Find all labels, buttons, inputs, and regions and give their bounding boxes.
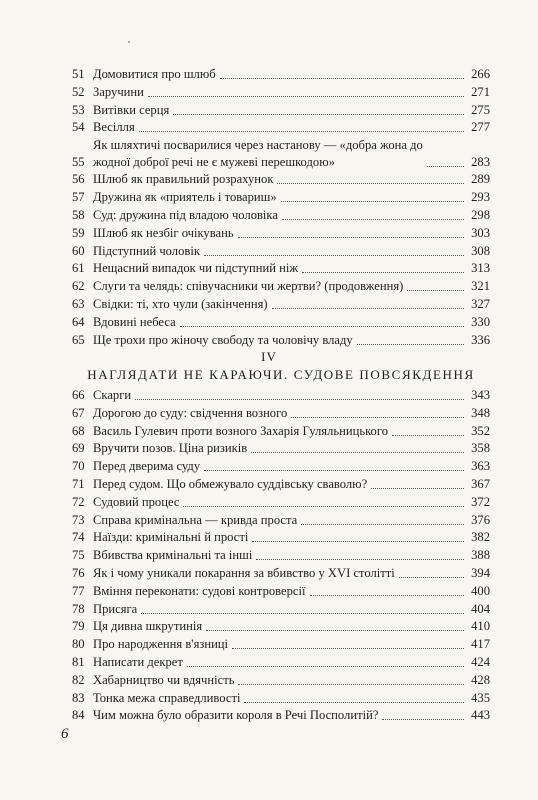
- dot-leader: [310, 595, 464, 596]
- toc-entry-title: Перед судом. Що обмежувало суддівську сваволю?: [93, 476, 368, 491]
- toc-entry: [72, 637, 490, 652]
- toc-entry-number: 64: [72, 314, 85, 329]
- toc-entry-number: 77: [72, 583, 85, 598]
- toc-entry-title: Наїзди: кримінальні й прості: [93, 530, 249, 545]
- toc-entry-page: 289: [471, 172, 490, 187]
- toc-list-part-iii: [72, 67, 490, 350]
- toc-entry-title: Судовий процес: [93, 494, 180, 509]
- toc-entry-title: Дорогою до суду: свідчення возного: [93, 405, 288, 420]
- toc-entry-title: Про народження в'язниці: [93, 637, 229, 652]
- toc-entry: [72, 333, 490, 348]
- toc-entry-number: 73: [72, 512, 85, 527]
- dot-leader: [238, 237, 464, 238]
- dot-leader: [139, 131, 464, 132]
- toc-entry-title: Свідки: ті, хто чули (закінчення): [93, 296, 268, 311]
- toc-entry-number: 68: [72, 423, 85, 438]
- toc-entry-page: 443: [471, 708, 490, 723]
- toc-entry-number: 59: [72, 225, 85, 240]
- toc-entry-number: 57: [72, 190, 85, 205]
- toc-entry-number: 53: [72, 102, 85, 117]
- toc-entry-number: 79: [72, 619, 85, 634]
- toc-entry: [72, 708, 490, 723]
- toc-entry: [72, 67, 490, 82]
- toc-entry-number: 83: [72, 690, 85, 705]
- dot-leader: [371, 488, 464, 489]
- toc-entry-title-line: Як шляхтичі посварилися через настанову — «добра жона до: [93, 138, 423, 153]
- toc-entry-title: Дружина як «приятель і товариш»: [93, 190, 277, 205]
- toc-entry-number: 62: [72, 279, 85, 294]
- toc-entry: [72, 441, 490, 456]
- toc-entry-page: 271: [471, 84, 490, 99]
- toc-entry: [72, 513, 490, 528]
- toc-entry-number: 58: [72, 207, 85, 222]
- toc-entry-page: 367: [471, 476, 490, 491]
- dot-leader: [173, 114, 464, 115]
- toc-entry: [72, 297, 490, 312]
- dot-leader: [272, 308, 464, 309]
- dot-leader: [427, 166, 464, 167]
- toc-entry-page: 394: [471, 565, 490, 580]
- dot-leader: [252, 541, 464, 542]
- toc-entry: [72, 103, 490, 118]
- toc-entry-number: 60: [72, 243, 85, 258]
- toc-entry-title: Перед дверима суду: [93, 459, 201, 474]
- toc-entry-title: Вручити позов. Ціна ризиків: [93, 441, 248, 456]
- toc-entry-title: Заручини: [93, 84, 144, 99]
- toc-entry: [72, 655, 490, 670]
- toc-entry-number: 52: [72, 84, 85, 99]
- dot-leader: [251, 452, 464, 453]
- toc-entry: [72, 566, 490, 581]
- toc-entry: [72, 584, 490, 599]
- dot-leader: [232, 648, 464, 649]
- toc-entry-page: 428: [471, 672, 490, 687]
- dot-leader: [277, 183, 464, 184]
- toc-entry-page: 283: [471, 154, 490, 169]
- dot-leader: [180, 326, 464, 327]
- dot-leader: [141, 613, 464, 614]
- toc-entry-number: 82: [72, 672, 85, 687]
- toc-entry-page: 343: [471, 388, 490, 402]
- dot-leader: [220, 78, 464, 79]
- toc-entry-page: 424: [471, 654, 490, 669]
- toc-entry: [72, 244, 490, 259]
- toc-entry-title: Шлюб як правильний розрахунок: [93, 172, 274, 187]
- toc-entry-page: 298: [471, 207, 490, 222]
- toc-entry: [72, 388, 490, 403]
- toc-entry-title: Шлюб як незбіг очікувань: [93, 225, 234, 240]
- toc-entry: [72, 619, 490, 634]
- paper-speck: [128, 41, 130, 43]
- dot-leader: [282, 219, 464, 220]
- toc-entry: [72, 602, 490, 617]
- toc-entry-title: Витівки серця: [93, 102, 170, 117]
- toc-entry-title: Вміння переконати: судові контроверсії: [93, 583, 306, 598]
- toc-entry-title: Тонка межа справедливості: [93, 690, 241, 705]
- toc-entry: [72, 673, 490, 688]
- dot-leader: [256, 559, 464, 560]
- toc-entry-title: [93, 138, 423, 169]
- toc-entry-page: 363: [471, 459, 490, 474]
- toc-entry-title: Василь Гулевич проти возного Захарія Гуляльницького: [93, 423, 388, 438]
- toc-entry: [72, 138, 490, 169]
- toc-entry-number: 75: [72, 548, 85, 563]
- toc-entry-page: 308: [471, 243, 490, 258]
- dot-leader: [291, 417, 464, 418]
- toc-entry-title: Суд: дружина під владою чоловіка: [93, 207, 278, 222]
- toc-entry-title: Присяга: [93, 601, 138, 616]
- toc-entry-title: Хабарництво чи вдячність: [93, 672, 235, 687]
- toc-entry-page: 327: [471, 296, 490, 311]
- toc-entry-page: 382: [471, 530, 490, 545]
- toc-entry-title: Нещасний випадок чи підступний ніж: [93, 261, 299, 276]
- toc-entry-page: 313: [471, 261, 490, 276]
- toc-entry: [72, 477, 490, 492]
- toc-entry: [72, 495, 490, 510]
- toc-entry-number: 69: [72, 441, 85, 456]
- toc-entry-number: 63: [72, 296, 85, 311]
- toc-entry-page: 303: [471, 225, 490, 240]
- toc-entry-number: 61: [72, 261, 85, 276]
- toc-entry-number: 54: [72, 120, 85, 135]
- dot-leader: [204, 255, 464, 256]
- toc-entry-title: Слуги та челядь: співучасники чи жертви? (продовження): [93, 279, 404, 294]
- toc-entry-title: Написати декрет: [93, 654, 183, 669]
- toc-entry: [72, 691, 490, 706]
- dot-leader: [187, 666, 464, 667]
- toc-entry-page: 330: [471, 314, 490, 329]
- toc-entry-page: 435: [471, 690, 490, 705]
- toc-entry: [72, 172, 490, 187]
- toc-entry-title: Підступний чоловік: [93, 243, 200, 258]
- toc-entry-page: 336: [471, 332, 490, 347]
- toc-list-part-iv: [72, 388, 490, 726]
- toc-entry-title: Весілля: [93, 120, 135, 135]
- part-number: IV: [261, 349, 277, 364]
- dot-leader: [357, 344, 464, 345]
- toc-entry-page: 400: [471, 583, 490, 598]
- toc-entry-page: 358: [471, 441, 490, 456]
- toc-entry-number: 65: [72, 332, 85, 347]
- toc-entry-title: Домовитися про шлюб: [93, 67, 216, 81]
- toc-entry: [72, 279, 490, 294]
- toc-entry-page: 321: [471, 279, 490, 294]
- dot-leader: [399, 577, 464, 578]
- dot-leader: [148, 96, 464, 97]
- toc-entry-number: 55: [72, 154, 85, 169]
- toc-entry-page: 275: [471, 102, 490, 117]
- toc-entry-title: Як і чому уникали покарання за вбивство у XVI столітті: [93, 565, 395, 580]
- toc-entry-number: 81: [72, 654, 85, 669]
- toc-entry-page: 277: [471, 120, 490, 135]
- toc-entry: [72, 120, 490, 135]
- dot-leader: [281, 201, 464, 202]
- page-number: 6: [61, 726, 69, 742]
- toc-entry-page: 417: [471, 637, 490, 652]
- toc-entry-title: Ще трохи про жіночу свободу та чоловічу владу: [93, 332, 353, 347]
- dot-leader: [135, 399, 464, 400]
- toc-entry: [72, 208, 490, 223]
- toc-entry-number: 70: [72, 459, 85, 474]
- toc-entry-page: 376: [471, 512, 490, 527]
- toc-entry: [72, 424, 490, 439]
- toc-entry: [72, 548, 490, 563]
- toc-entry-title: Ця дивна шкрутинія: [93, 619, 203, 634]
- toc-entry: [72, 226, 490, 241]
- part-title: НАГЛЯДАТИ НЕ КАРАЮЧИ. СУДОВЕ ПОВСЯКДЕННЯ: [87, 367, 475, 382]
- dot-leader: [206, 630, 464, 631]
- toc-entry-number: 84: [72, 708, 85, 723]
- toc-entry-page: 348: [471, 405, 490, 420]
- toc-entry-page: 372: [471, 494, 490, 509]
- toc-entry-number: 80: [72, 637, 85, 652]
- dot-leader: [244, 702, 464, 703]
- toc-entry-title: Справа кримінальна — кривда проста: [93, 512, 298, 527]
- dot-leader: [382, 719, 464, 720]
- dot-leader: [204, 470, 464, 471]
- dot-leader: [183, 506, 464, 507]
- toc-entry-number: 67: [72, 405, 85, 420]
- toc-entry-number: 71: [72, 476, 85, 491]
- toc-entry-page: 293: [471, 190, 490, 205]
- toc-entry-page: 404: [471, 601, 490, 616]
- toc-entry-page: 266: [471, 67, 490, 81]
- toc-entry-page: 410: [471, 619, 490, 634]
- dot-leader: [392, 435, 464, 436]
- toc-entry-title: Чим можна було образити короля в Речі Посполитій?: [93, 708, 379, 723]
- toc-entry: [72, 85, 490, 100]
- toc-entry: [72, 190, 490, 205]
- toc-entry-number: 66: [72, 388, 85, 402]
- toc-entry: [72, 261, 490, 276]
- dot-leader: [238, 684, 464, 685]
- toc-entry-page: 388: [471, 548, 490, 563]
- toc-entry: [72, 406, 490, 421]
- toc-entry-title: Вбивства кримінальні та інші: [93, 548, 253, 563]
- toc-entry-page: 352: [471, 423, 490, 438]
- toc-entry-number: 78: [72, 601, 85, 616]
- toc-entry-title: Вдовині небеса: [93, 314, 176, 329]
- toc-entry-title: Скарги: [93, 388, 132, 402]
- toc-entry: [72, 315, 490, 330]
- toc-entry-number: 76: [72, 565, 85, 580]
- toc-entry-title-line: жодної доброї речі не є мужеві перешкодою»: [93, 154, 335, 169]
- toc-entry: [72, 459, 490, 474]
- dot-leader: [301, 524, 464, 525]
- dot-leader: [302, 272, 464, 273]
- toc-entry-number: 72: [72, 494, 85, 509]
- toc-entry-number: 51: [72, 67, 85, 81]
- toc-entry: [72, 530, 490, 545]
- toc-entry-number: 56: [72, 172, 85, 187]
- dot-leader: [407, 290, 464, 291]
- toc-entry-number: 74: [72, 530, 85, 545]
